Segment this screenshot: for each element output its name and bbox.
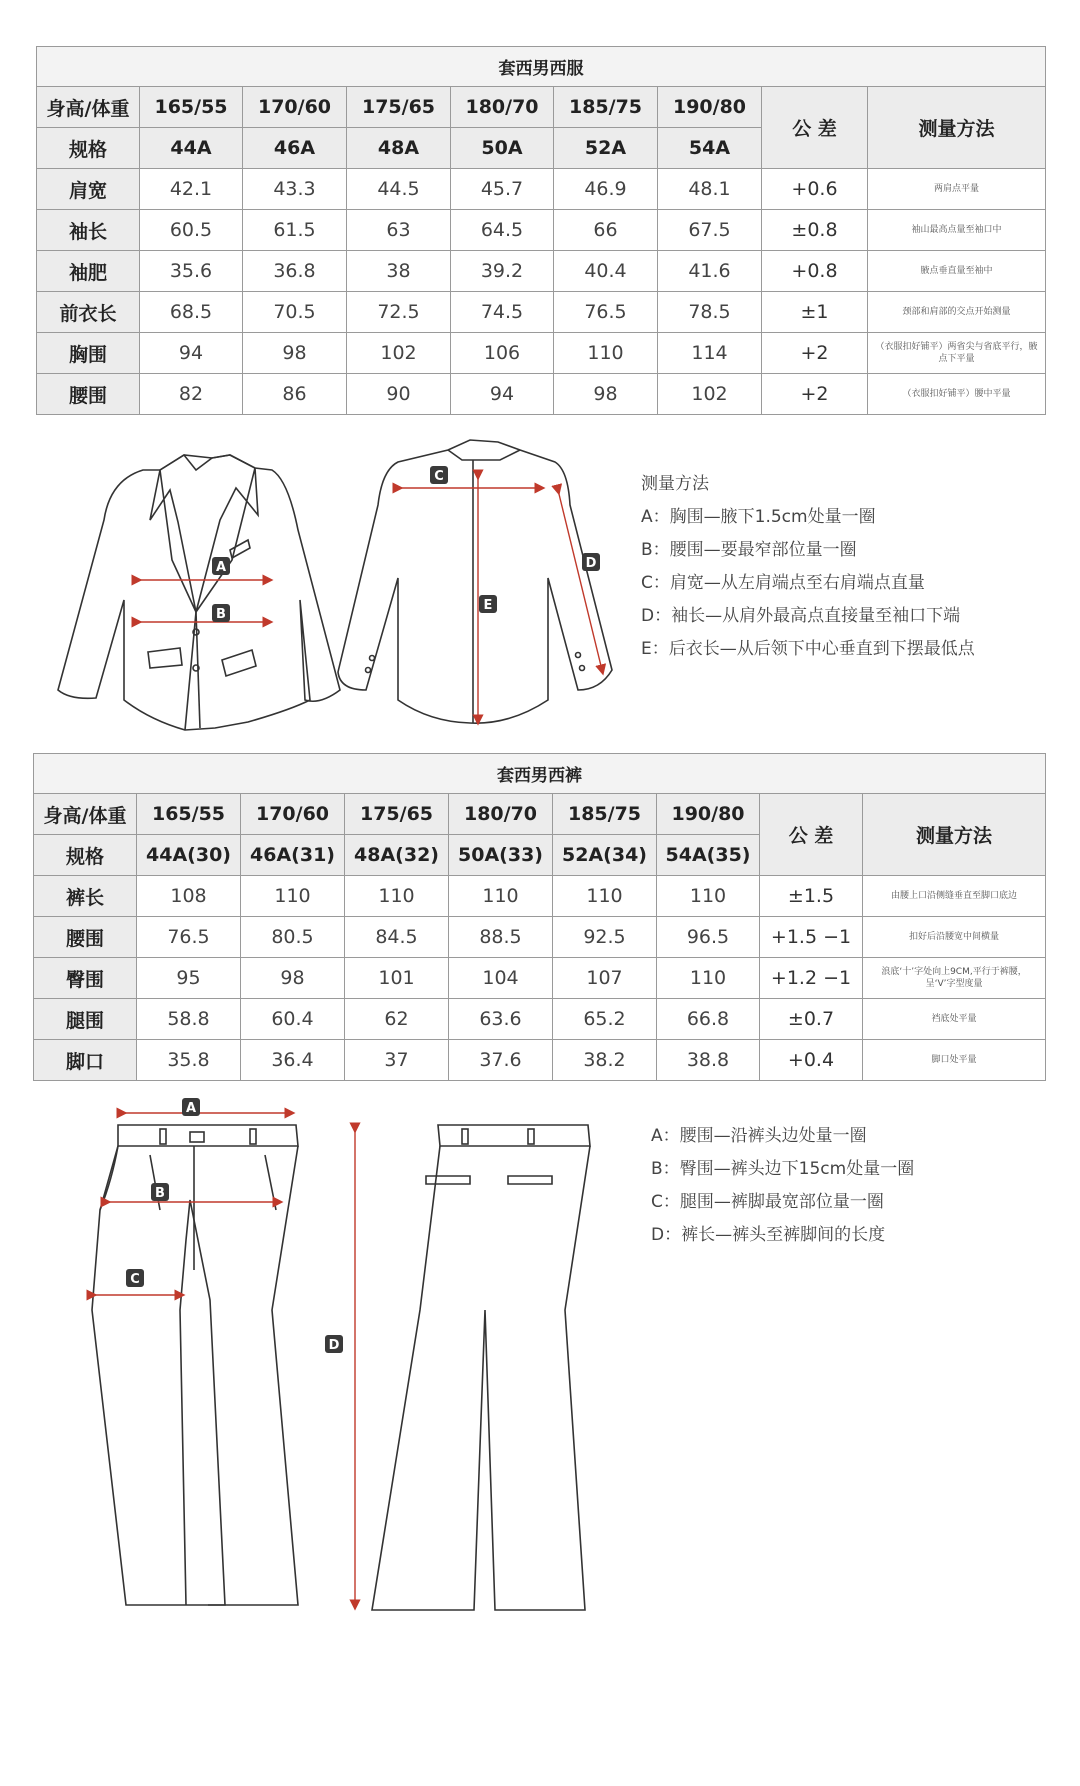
- size-value: 104: [449, 958, 553, 999]
- pants-front-drawing: [92, 1125, 298, 1605]
- header-spec: 规格: [37, 128, 140, 169]
- size-value: 67.5: [658, 210, 762, 251]
- header-size: 185/75: [553, 794, 657, 835]
- size-value: 40.4: [554, 251, 658, 292]
- svg-text:B: B: [155, 1186, 165, 1201]
- size-value: 110: [657, 876, 760, 917]
- size-value: 92.5: [553, 917, 657, 958]
- label-a-icon: [212, 557, 230, 575]
- size-value: 110: [553, 876, 657, 917]
- size-value: 110: [657, 958, 760, 999]
- pants-table-title: 套西男西裤: [34, 754, 1046, 794]
- size-value: 88.5: [449, 917, 553, 958]
- svg-text:D: D: [585, 556, 597, 571]
- size-value: 68.5: [140, 292, 243, 333]
- method-header: 测量方法: [863, 794, 1046, 876]
- measure-item-d: D：裤长—裤头至裤脚间的长度: [651, 1225, 886, 1245]
- method-note: 腋点垂直量至袖中: [868, 251, 1046, 292]
- size-value: 42.1: [140, 169, 243, 210]
- measure-item-a: A：腰围—沿裤头边处量一圈: [651, 1126, 867, 1146]
- method-note: 两肩点平量: [868, 169, 1046, 210]
- size-value: 58.8: [137, 999, 241, 1040]
- pants-size-table: [33, 753, 1046, 1081]
- size-value: 66: [554, 210, 658, 251]
- header-size: 170/60: [241, 794, 345, 835]
- row-label: 脚口: [34, 1040, 137, 1081]
- size-value: 82: [140, 374, 243, 415]
- tolerance-value: ±1.5: [760, 876, 863, 917]
- size-value: 70.5: [243, 292, 347, 333]
- size-value: 114: [658, 333, 762, 374]
- size-value: 36.8: [243, 251, 347, 292]
- row-label: 腰围: [37, 374, 140, 415]
- table-row: [34, 917, 1046, 958]
- measure-item-b: B：臀围—裤头边下15cm处量一圈: [651, 1159, 915, 1179]
- header-spec-value: 44A(30): [137, 835, 241, 876]
- method-note: （衣服扣好铺平）两省尖与省底平行，腋点下平量: [868, 333, 1046, 374]
- header-spec: 规格: [34, 835, 137, 876]
- size-value: 98: [241, 958, 345, 999]
- size-value: 78.5: [658, 292, 762, 333]
- row-label: 袖长: [37, 210, 140, 251]
- size-value: 101: [345, 958, 449, 999]
- row-label: 胸围: [37, 333, 140, 374]
- svg-text:C: C: [434, 469, 444, 484]
- header-size: 175/65: [347, 87, 451, 128]
- header-spec-value: 48A(32): [345, 835, 449, 876]
- method-note: 脚口处平量: [863, 1040, 1046, 1081]
- pants-measure-list: [651, 1120, 914, 1252]
- label-d-icon: [325, 1335, 343, 1353]
- size-value: 63: [347, 210, 451, 251]
- size-value: 110: [554, 333, 658, 374]
- table-row: [34, 876, 1046, 917]
- header-spec-value: 54A(35): [657, 835, 760, 876]
- size-value: 38.2: [553, 1040, 657, 1081]
- header-size: 190/80: [658, 87, 762, 128]
- pants-diagram: [0, 1080, 1080, 1640]
- svg-text:B: B: [216, 607, 226, 622]
- label-c-icon: [430, 466, 448, 484]
- size-value: 106: [451, 333, 554, 374]
- measure-item-c: C：肩宽—从左肩端点至右肩端点直量: [641, 573, 925, 593]
- method-note: 袖山最高点量至袖口中: [868, 210, 1046, 251]
- header-spec-value: 50A(33): [449, 835, 553, 876]
- row-label: 腰围: [34, 917, 137, 958]
- size-value: 110: [449, 876, 553, 917]
- method-note: 浪底‘十’字处向上9CM,平行于裤腰，呈‘V’字型度量: [863, 958, 1046, 999]
- measure-item-a: A：胸围—腋下1.5cm处量一圈: [641, 507, 876, 527]
- jacket-front-drawing: [58, 455, 340, 730]
- size-value: 110: [345, 876, 449, 917]
- size-value: 60.5: [140, 210, 243, 251]
- svg-text:A: A: [215, 560, 227, 575]
- header-spec-value: 48A: [347, 128, 451, 169]
- tolerance-header: 公 差: [760, 794, 863, 876]
- row-label: 裤长: [34, 876, 137, 917]
- header-spec-value: 46A: [243, 128, 347, 169]
- size-value: 38.8: [657, 1040, 760, 1081]
- header-spec-value: 50A: [451, 128, 554, 169]
- header-spec-value: 44A: [140, 128, 243, 169]
- header-size: 165/55: [137, 794, 241, 835]
- size-value: 72.5: [347, 292, 451, 333]
- header-height-weight: 身高/体重: [37, 87, 140, 128]
- header-size: 165/55: [140, 87, 243, 128]
- size-value: 48.1: [658, 169, 762, 210]
- size-value: 102: [347, 333, 451, 374]
- pants-back-drawing: [372, 1125, 590, 1610]
- method-note: （衣服扣好铺平）腰中平量: [868, 374, 1046, 415]
- size-value: 108: [137, 876, 241, 917]
- header-size: 180/70: [449, 794, 553, 835]
- size-value: 94: [451, 374, 554, 415]
- measure-item-d: D：袖长—从肩外最高点直接量至袖口下端: [641, 606, 961, 626]
- header-size: 190/80: [657, 794, 760, 835]
- row-label: 腿围: [34, 999, 137, 1040]
- size-value: 36.4: [241, 1040, 345, 1081]
- size-value: 44.5: [347, 169, 451, 210]
- header-spec-value: 46A(31): [241, 835, 345, 876]
- size-value: 80.5: [241, 917, 345, 958]
- table-row: [34, 958, 1046, 999]
- jacket-measure-list: [641, 468, 975, 666]
- tolerance-value: +2: [762, 374, 868, 415]
- size-value: 76.5: [554, 292, 658, 333]
- tolerance-header: 公 差: [762, 87, 868, 169]
- size-value: 90: [347, 374, 451, 415]
- tolerance-value: +2: [762, 333, 868, 374]
- size-value: 95: [137, 958, 241, 999]
- size-value: 63.6: [449, 999, 553, 1040]
- size-value: 38: [347, 251, 451, 292]
- tolerance-value: ±1: [762, 292, 868, 333]
- size-value: 76.5: [137, 917, 241, 958]
- row-label: 肩宽: [37, 169, 140, 210]
- size-value: 37.6: [449, 1040, 553, 1081]
- size-value: 43.3: [243, 169, 347, 210]
- label-b-icon: [151, 1183, 169, 1201]
- svg-text:C: C: [130, 1272, 140, 1287]
- size-value: 62: [345, 999, 449, 1040]
- tolerance-value: +0.8: [762, 251, 868, 292]
- size-value: 98: [554, 374, 658, 415]
- method-note: 颈部和肩部的交点开始测量: [868, 292, 1046, 333]
- measure-item-b: B：腰围—要最窄部位量一圈: [641, 540, 857, 560]
- size-value: 37: [345, 1040, 449, 1081]
- pants-measure-lines: [92, 1113, 355, 1605]
- header-height-weight: 身高/体重: [34, 794, 137, 835]
- size-value: 61.5: [243, 210, 347, 251]
- label-e-icon: [479, 595, 497, 613]
- size-value: 94: [140, 333, 243, 374]
- tolerance-value: +1.2 −1: [760, 958, 863, 999]
- label-c-icon: [126, 1269, 144, 1287]
- size-value: 107: [553, 958, 657, 999]
- size-value: 39.2: [451, 251, 554, 292]
- tolerance-value: +1.5 −1: [760, 917, 863, 958]
- label-d-icon: [582, 553, 600, 571]
- tolerance-value: +0.4: [760, 1040, 863, 1081]
- size-value: 60.4: [241, 999, 345, 1040]
- header-size: 185/75: [554, 87, 658, 128]
- size-value: 66.8: [657, 999, 760, 1040]
- measure-item-c: C：腿围—裤脚最宽部位量一圈: [651, 1192, 884, 1212]
- size-value: 74.5: [451, 292, 554, 333]
- header-spec-value: 52A(34): [553, 835, 657, 876]
- row-label: 臀围: [34, 958, 137, 999]
- method-header: 测量方法: [868, 87, 1046, 169]
- size-value: 98: [243, 333, 347, 374]
- size-value: 35.6: [140, 251, 243, 292]
- size-value: 35.8: [137, 1040, 241, 1081]
- svg-text:A: A: [185, 1101, 197, 1116]
- header-size: 180/70: [451, 87, 554, 128]
- row-label: 袖肥: [37, 251, 140, 292]
- size-value: 45.7: [451, 169, 554, 210]
- size-value: 84.5: [345, 917, 449, 958]
- table-row: [34, 999, 1046, 1040]
- size-value: 41.6: [658, 251, 762, 292]
- tolerance-value: ±0.8: [762, 210, 868, 251]
- size-value: 64.5: [451, 210, 554, 251]
- measure-item-e: E：后衣长—从后领下中心垂直到下摆最低点: [641, 639, 975, 659]
- measure-title: 测量方法: [641, 474, 709, 494]
- tolerance-value: +0.6: [762, 169, 868, 210]
- header-size: 175/65: [345, 794, 449, 835]
- size-value: 96.5: [657, 917, 760, 958]
- size-value: 46.9: [554, 169, 658, 210]
- tolerance-value: ±0.7: [760, 999, 863, 1040]
- svg-text:D: D: [328, 1338, 340, 1353]
- method-note: 由腰上口沿侧缝垂直至脚口底边: [863, 876, 1046, 917]
- header-spec-value: 52A: [554, 128, 658, 169]
- size-value: 65.2: [553, 999, 657, 1040]
- label-b-icon: [212, 604, 230, 622]
- size-value: 86: [243, 374, 347, 415]
- jacket-table-title: 套西男西服: [37, 47, 1046, 87]
- header-size: 170/60: [243, 87, 347, 128]
- svg-text:E: E: [483, 598, 493, 613]
- method-note: 裆底处平量: [863, 999, 1046, 1040]
- header-spec-value: 54A: [658, 128, 762, 169]
- size-value: 110: [241, 876, 345, 917]
- label-a-icon: [182, 1098, 200, 1116]
- size-value: 102: [658, 374, 762, 415]
- jacket-back-drawing: [338, 440, 612, 723]
- method-note: 扣好后沿腰宽中间横量: [863, 917, 1046, 958]
- row-label: 前衣长: [37, 292, 140, 333]
- table-row: [34, 1040, 1046, 1081]
